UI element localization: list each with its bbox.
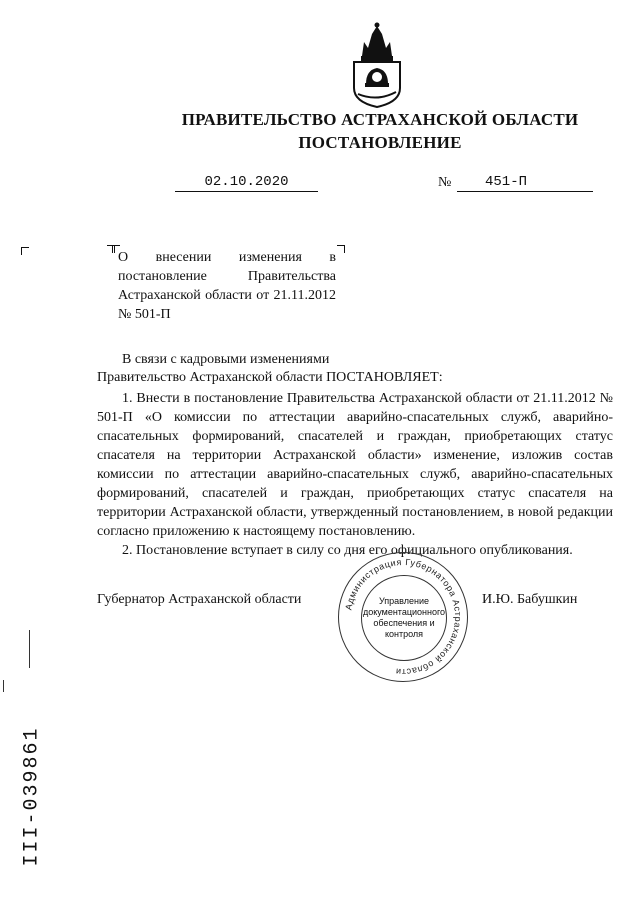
stamp-inner-ring xyxy=(361,575,447,661)
subject-corner-mark-right xyxy=(337,245,345,253)
signature-position: Губернатор Астраханской области xyxy=(97,592,302,607)
coat-of-arms-emblem xyxy=(348,22,406,108)
document-type-title: ПОСТАНОВЛЕНИЕ xyxy=(298,133,462,152)
official-stamp xyxy=(338,552,468,682)
number-label: № xyxy=(438,175,452,190)
document-number xyxy=(457,174,593,192)
resolution-item-1: 1. Внести в постановление Правительства Астраханской области от 21.11.2012 № 501-П «О комиссии по аттестации аварийно-спасательных служб, аварийно-спасательных формирований, спасателей и граждан, приобретающих статус спасателя на территории Астраханской области» изменение, изложив состав комиссии по аттестации аварийно-спасательных служб, аварийно-спасательных формирований, спасателей и граждан, приобретающих статус спасателя на территории Астраханской области, утвержденный постановлением, в новой редакции согласно приложению к настоящему постановлению. xyxy=(97,391,613,539)
document-subject: О внесении изменения в постановление Правительства Астраханской области от 21.11.2012 № 501-П xyxy=(118,250,336,322)
stamp-outer-text: Администрация Губернатора Астраханской области xyxy=(343,556,464,678)
stamp-inner-text: Управление документационного обеспечения и контроля xyxy=(362,596,446,639)
intro-line-1: В связи с кадровыми изменениями xyxy=(122,352,330,367)
government-title: ПРАВИТЕЛЬСТВО АСТРАХАНСКОЙ ОБЛАСТИ xyxy=(181,110,579,129)
left-margin-line xyxy=(29,630,30,668)
resolution-item-2: 2. Постановление вступает в силу со дня его официального опубликования. xyxy=(122,543,573,558)
intro-line-2: Правительство Астраханской области ПОСТАНОВЛЯЕТ: xyxy=(97,370,443,385)
signature-name: И.Ю. Бабушкин xyxy=(482,592,578,607)
date-value: 02.10.2020 xyxy=(204,174,289,190)
left-margin-tick xyxy=(3,680,4,692)
side-registration-code: III-039861 xyxy=(20,726,44,867)
number-value: 451-П xyxy=(485,174,528,190)
resolution-body xyxy=(97,389,613,560)
document-date xyxy=(175,174,318,192)
left-corner-mark xyxy=(21,247,29,255)
